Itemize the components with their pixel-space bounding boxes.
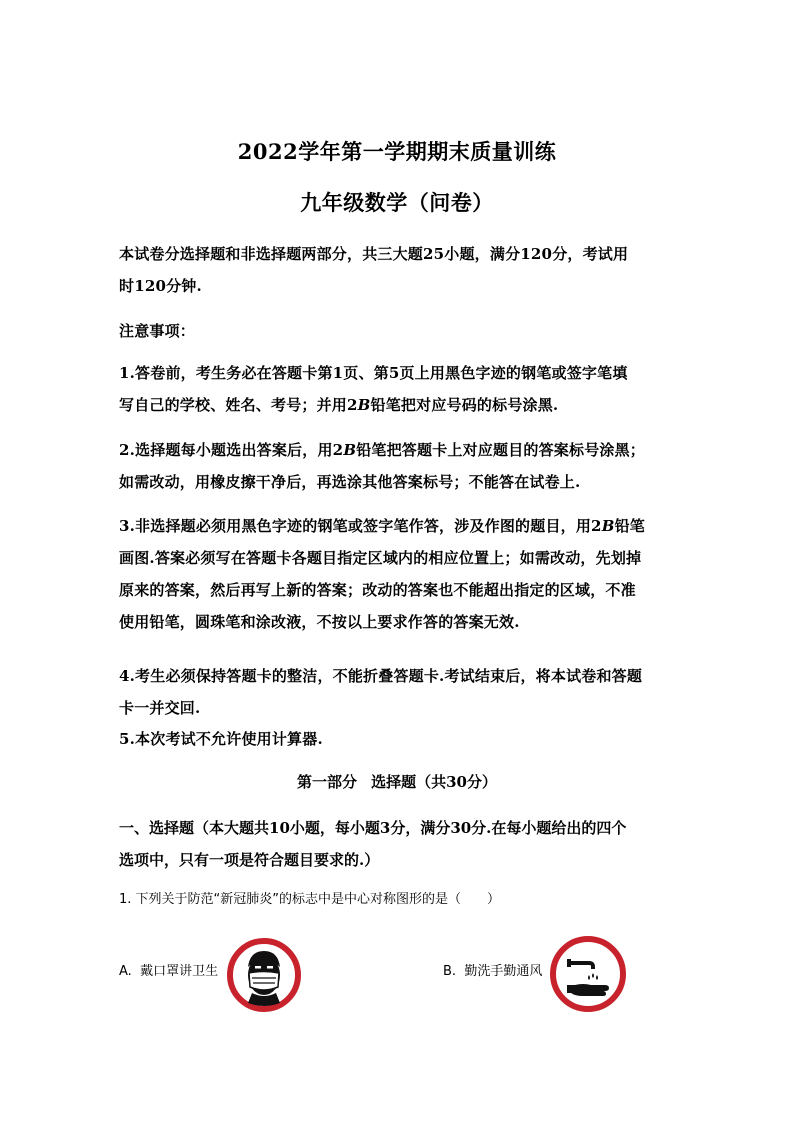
option-text: 戴口罩讲卫生: [140, 964, 219, 979]
notice-item-4: [119, 660, 679, 724]
notice-line: 使用铅笔，圆珠笔和涂改液，不按以上要求作答的答案无效.: [119, 613, 520, 631]
notice-text: 3.非选择题必须用黑色字迹的钢笔或签字笔作答，涉及作图的题目，用2: [119, 517, 602, 535]
instruction-line: 选项中，只有一项是符合题目要求的.）: [119, 851, 380, 869]
notice-text: 铅笔把对应号码的标号涂黑.: [370, 396, 559, 414]
exam-intro: [119, 238, 679, 302]
notice-item-3: [119, 510, 679, 638]
section-part: 第一部分: [297, 773, 358, 791]
option-letter: B.: [443, 964, 457, 979]
section-name: 选择题（共30分）: [371, 773, 497, 791]
exam-subtitle: 九年级数学（问卷）: [300, 190, 494, 215]
notice-line: 4.考生必须保持答题卡的整洁，不能折叠答题卡.考试结束后，将本试卷和答题: [119, 667, 643, 685]
notice-line: 原来的答案，然后再写上新的答案；改动的答案也不能超出指定的区域，不准: [119, 581, 636, 599]
notice-text: B: [601, 517, 615, 535]
notice-text: B: [343, 441, 357, 459]
notice-line: [119, 510, 679, 542]
notice-line: 如需改动，用橡皮擦干净后，再选涂其他答案标号；不能答在试卷上.: [119, 473, 581, 491]
notice-item-2: [119, 434, 679, 498]
notice-line: 卡一并交回.: [119, 699, 201, 717]
mask-icon: [226, 937, 302, 1013]
part-one-instructions: [119, 812, 679, 876]
option-a[interactable]: [119, 962, 218, 982]
question-1-stem: 1. 下列关于防范“新冠肺炎”的标志中是中心对称图形的是（ ）: [119, 892, 501, 907]
notice-line: [119, 389, 679, 421]
notice-item-1: [119, 357, 679, 421]
notice-text: 铅笔把答题卡上对应题目的答案标号涂黑；: [356, 441, 646, 459]
notice-text: 2.选择题每小题选出答案后，用2: [119, 441, 344, 459]
section-heading: [0, 768, 794, 796]
notice-line: [119, 434, 679, 466]
intro-line: 本试卷分选择题和非选择题两部分，共三大题25小题，满分120分，考试用: [119, 245, 629, 263]
notice-line: 5.本次考试不允许使用计算器.: [119, 730, 323, 748]
instruction-line: 一、选择题（本大题共10小题，每小题3分，满分30分.在每小题给出的四个: [119, 819, 627, 837]
notice-item-5: [119, 723, 679, 755]
notice-text: 铅笔: [614, 517, 645, 535]
notice-line: 画图.答案必须写在答题卡各题目指定区域内的相应位置上；如需改动，先划掉: [119, 549, 642, 567]
notice-text: B: [357, 396, 371, 414]
notice-line: 1.答卷前，考生务必在答题卡第1页、第5页上用黑色字迹的钢笔或签字笔填: [119, 364, 628, 382]
notice-text: 写自己的学校、姓名、考号；并用2: [119, 396, 358, 414]
notice-heading: 注意事项：: [119, 322, 196, 340]
option-text: 勤洗手勤通风: [464, 964, 543, 979]
option-b[interactable]: [443, 962, 542, 982]
exam-title: 2022学年第一学期期末质量训练: [237, 139, 557, 164]
handwash-icon: [549, 935, 627, 1013]
option-letter: A.: [119, 964, 132, 979]
intro-line: 时120分钟.: [119, 277, 202, 295]
